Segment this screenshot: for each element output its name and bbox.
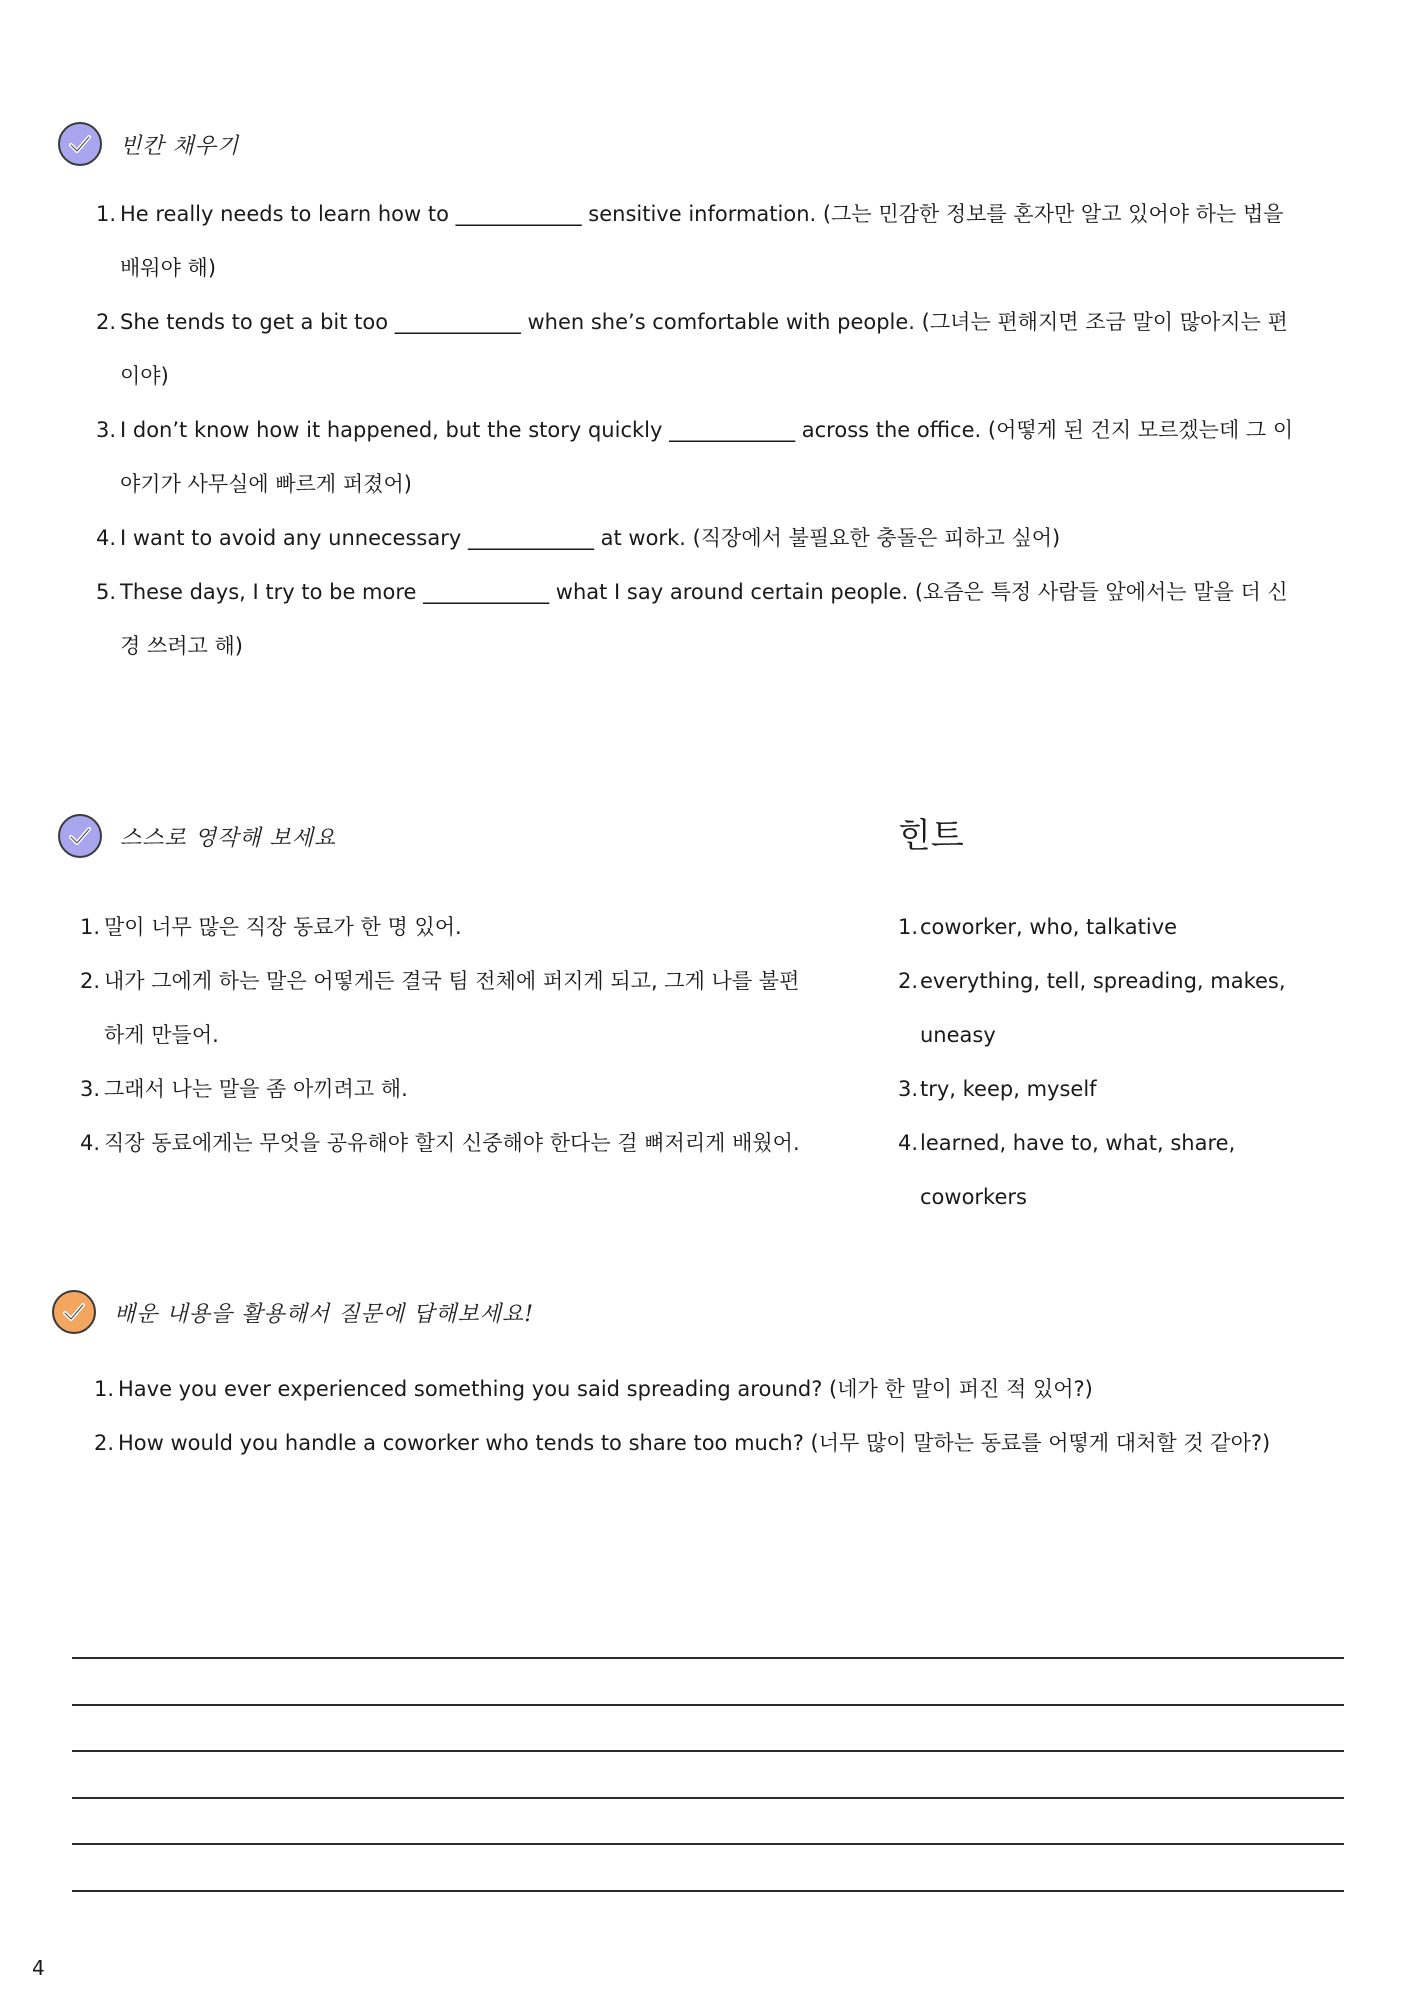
list-item: 3. 그래서 나는 말을 좀 아끼려고 해. (78, 1062, 818, 1116)
hint-list (898, 900, 1298, 1224)
hint-item: 1. coworker, who, talkative (898, 915, 1178, 939)
list-item: 3. I don’t know how it happened, but the story quickly ____________ across the office. (어떻게 된 건지 모르겠는데 그 이야기가 사무실에 빠르게 퍼졌어) (94, 403, 1294, 511)
translation-list (78, 900, 818, 1170)
answer-line (72, 1843, 1344, 1845)
answer-line (72, 1750, 1344, 1752)
list-item: 2. How would you handle a coworker who tends to share too much? (너무 많이 말하는 동료를 어떻게 대처할 것 같아?) (92, 1416, 1322, 1470)
list-item: 1. Have you ever experienced something you said spreading around? (네가 한 말이 퍼진 적 있어?) (92, 1362, 1322, 1416)
hint-item: 4. learned, have to, what, share, coworkers (898, 1131, 1236, 1209)
prompt-text: 직장 동료에게는 무엇을 공유해야 할지 신중해야 한다는 걸 뼈저리게 배웠어. (104, 1131, 800, 1155)
fill-blank-list (94, 187, 1294, 673)
answer-line (72, 1797, 1344, 1799)
prompt-text: 말이 너무 많은 직장 동료가 한 명 있어. (104, 915, 462, 939)
list-item: 1. 말이 너무 많은 직장 동료가 한 명 있어. (78, 900, 818, 954)
answer-line (72, 1657, 1344, 1659)
answer-line (72, 1890, 1344, 1892)
list-item: 2. She tends to get a bit too ____________ when she’s comfortable with people. (그녀는 편해지면 조금 말이 많아지는 편이야) (94, 295, 1294, 403)
section3-header (52, 1290, 534, 1334)
check-icon (58, 814, 102, 858)
prompt-text: 그래서 나는 말을 좀 아끼려고 해. (104, 1077, 408, 1101)
page-number: 4 (32, 1956, 45, 1980)
question-text: She tends to get a bit too ____________ when she’s comfortable with people. (그녀는 편해지면 조금 말이 많아지는 편이야) (120, 310, 1288, 388)
section1-title: 빈칸 채우기 (120, 133, 240, 159)
list-item: 2. 내가 그에게 하는 말은 어떻게든 결국 팀 전체에 퍼지게 되고, 그게 나를 불편하게 만들어. (78, 954, 818, 1062)
question-text: These days, I try to be more ____________ what I say around certain people. (요즘은 특정 사람들 앞에서는 말을 더 신경 쓰려고 해) (120, 580, 1288, 658)
question-text: How would you handle a coworker who tends to share too much? (너무 많이 말하는 동료를 어떻게 대처할 것 같아?) (118, 1431, 1271, 1455)
section2-header (58, 814, 336, 858)
question-text: I don’t know how it happened, but the story quickly ____________ across the office. (어떻게 된 건지 모르겠는데 그 이야기가 사무실에 빠르게 퍼졌어) (120, 418, 1294, 496)
section3-title: 배운 내용을 활용해서 질문에 답해보세요! (114, 1301, 535, 1327)
check-icon (58, 122, 102, 166)
question-text: Have you ever experienced something you said spreading around? (네가 한 말이 퍼진 적 있어?) (118, 1377, 1093, 1401)
list-item: 5. These days, I try to be more ____________ what I say around certain people. (요즘은 특정 사람들 앞에서는 말을 더 신경 쓰려고 해) (94, 565, 1294, 673)
section1-header (58, 122, 239, 166)
section2-title: 스스로 영작해 보세요 (120, 825, 337, 851)
hint-item: 3. try, keep, myself (898, 1077, 1097, 1101)
list-item: 1. He really needs to learn how to ____________ sensitive information. (그는 민감한 정보를 혼자만 알고 있어야 하는 법을 배워야 해) (94, 187, 1294, 295)
question-text: He really needs to learn how to ____________ sensitive information. (그는 민감한 정보를 혼자만 알고 있어야 하는 법을 배워야 해) (120, 202, 1284, 280)
question-text: I want to avoid any unnecessary ____________ at work. (직장에서 불필요한 충돌은 피하고 싶어) (120, 526, 1061, 550)
discussion-list (92, 1362, 1322, 1470)
hint-item: 2. everything, tell, spreading, makes, uneasy (898, 969, 1286, 1047)
prompt-text: 내가 그에게 하는 말은 어떻게든 결국 팀 전체에 퍼지게 되고, 그게 나를 불편하게 만들어. (104, 969, 800, 1047)
list-item: 4. 직장 동료에게는 무엇을 공유해야 할지 신중해야 한다는 걸 뼈저리게 배웠어. (78, 1116, 818, 1170)
hint-title: 힌트 (898, 816, 964, 856)
check-icon (52, 1290, 96, 1334)
answer-line (72, 1704, 1344, 1706)
list-item: 4. I want to avoid any unnecessary ____________ at work. (직장에서 불필요한 충돌은 피하고 싶어) (94, 511, 1294, 565)
